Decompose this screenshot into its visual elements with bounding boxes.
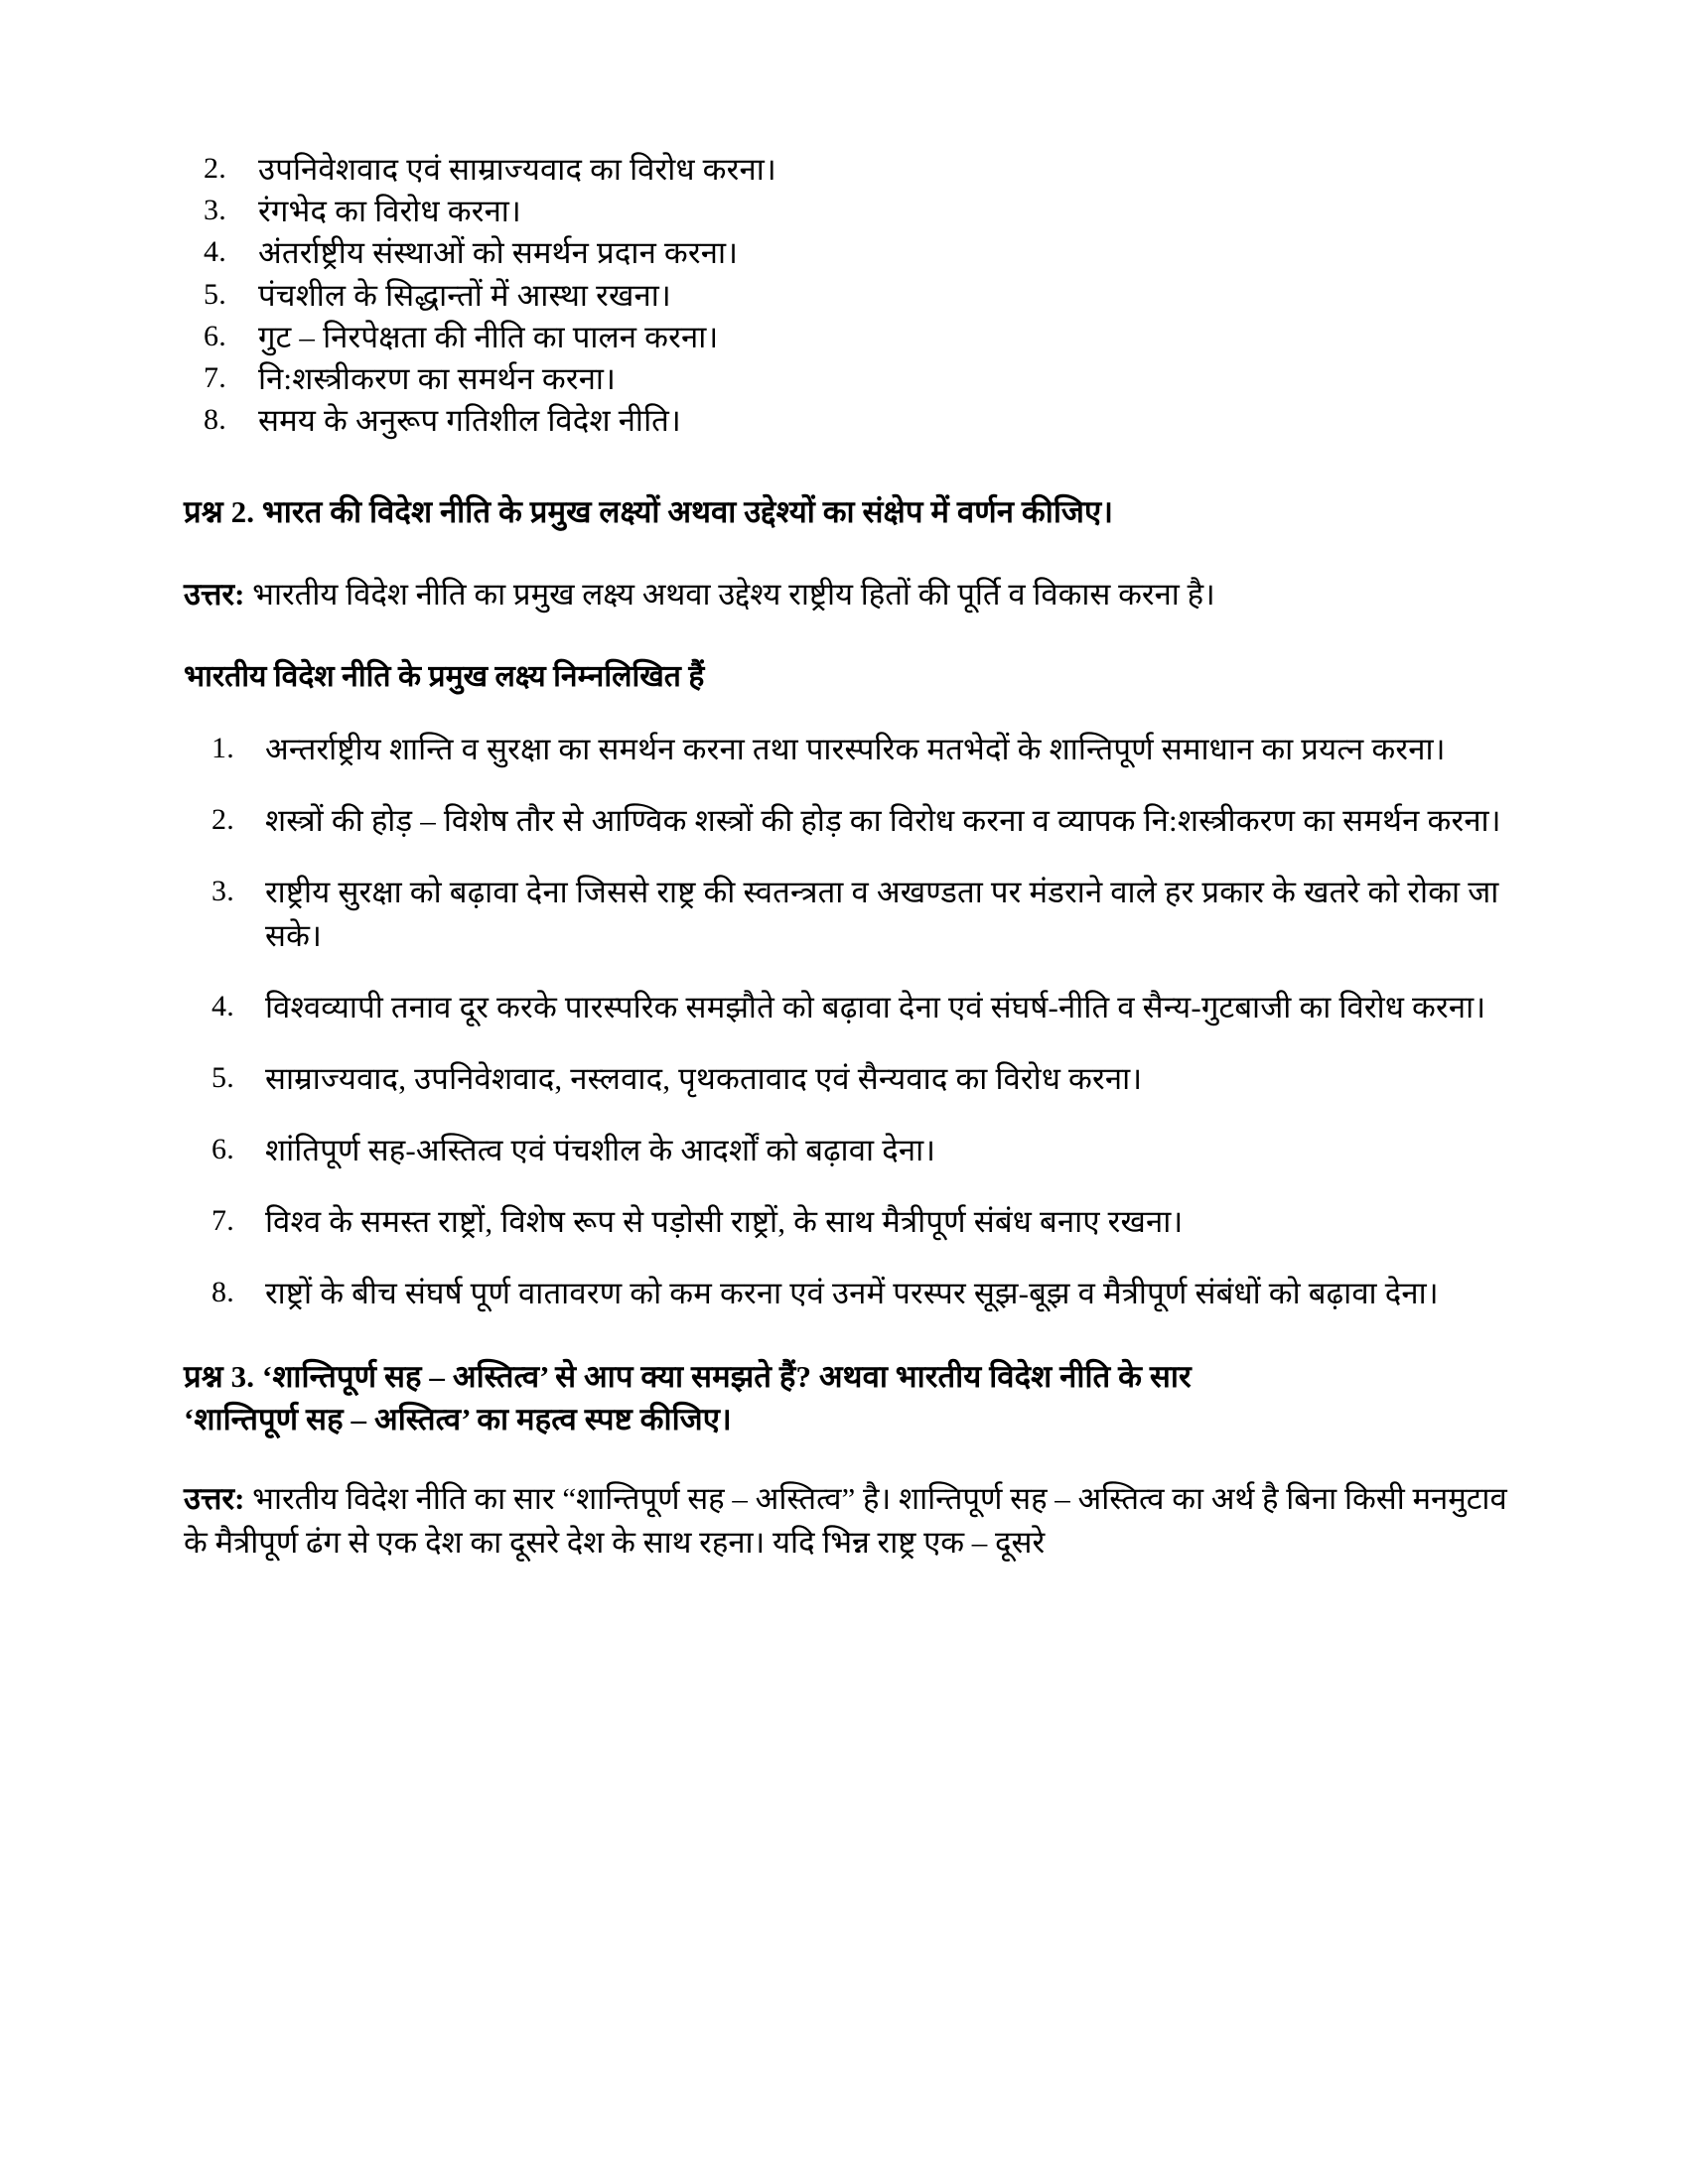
answer-label: उत्तर:	[184, 1480, 245, 1516]
list-marker: 4.	[211, 990, 234, 1023]
list-marker: 6.	[204, 319, 226, 352]
list-item	[184, 149, 1519, 190]
list-item	[184, 728, 1519, 771]
list-item	[184, 232, 1519, 273]
list-item-text: उपनिवेशवाद एवं साम्राज्यवाद का विरोध करना।	[258, 152, 776, 187]
list-marker: 6.	[211, 1133, 234, 1166]
list-marker: 5.	[211, 1061, 234, 1095]
question-2-subheading: भारतीय विदेश नीति के प्रमुख लक्ष्य निम्नलिखित हैं	[184, 659, 705, 693]
question-3-answer	[184, 1477, 1519, 1565]
answer-text: भारतीय विदेश नीति का सार “शान्तिपूर्ण सह – अस्तित्व” है। शान्तिपूर्ण सह – अस्तित्व का अर्थ है बिना किसी मनमुटाव के मैत्रीपूर्ण ढंग से एक देश का दूसरे देश के साथ रहना। यदि भिन्न राष्ट्र एक – दूसरे	[184, 1480, 1507, 1560]
page-content	[184, 149, 1519, 1565]
list-item	[184, 871, 1519, 958]
list-item-text: नि:शस्त्रीकरण का समर्थन करना।	[258, 361, 617, 397]
list-item	[184, 1200, 1519, 1244]
spacer	[184, 1441, 1519, 1477]
spacer	[184, 443, 1519, 490]
question-3-heading-line-1: प्रश्न 3. ‘शान्तिपूर्ण सह – अस्तित्व’ से आप क्या समझते हैं? अथवा भारतीय विदेश नीति के सार	[184, 1359, 1192, 1395]
intro-numbered-list	[184, 149, 1519, 442]
list-item-text: साम्राज्यवाद, उपनिवेशवाद, नस्लवाद, पृथकतावाद एवं सैन्यवाद का विरोध करना।	[265, 1061, 1143, 1097]
list-item	[184, 358, 1519, 399]
list-marker: 2.	[211, 802, 234, 836]
list-item	[184, 275, 1519, 316]
list-item-text: गुट – निरपेक्षता की नीति का पालन करना।	[258, 319, 719, 354]
list-marker: 8.	[204, 403, 226, 437]
list-item	[184, 191, 1519, 231]
list-marker: 7.	[204, 361, 226, 395]
question-3-heading-line-2: ‘शान्तिपूर्ण सह – अस्तित्व’ का महत्व स्पष्ट कीजिए।	[184, 1402, 732, 1437]
list-marker: 1.	[211, 731, 234, 764]
list-item-text: पंचशील के सिद्धान्तों में आस्था रखना।	[258, 277, 671, 313]
list-item-text: शस्त्रों की होड़ – विशेष तौर से आण्विक शस्त्रों की होड़ का विरोध करना व व्यापक नि:शस्त्रीकरण का समर्थन करना।	[265, 802, 1501, 838]
list-item-text: राष्ट्रों के बीच संघर्ष पूर्ण वातावरण को कम करना एवं उनमें परस्पर सूझ-बूझ व मैत्रीपूर्ण संबंधों को बढ़ावा देना।	[265, 1276, 1439, 1311]
answer-text: भारतीय विदेश नीति का प्रमुख लक्ष्य अथवा उद्देश्य राष्ट्रीय हितों की पूर्ति व विकास करना है।	[244, 576, 1215, 612]
list-item	[184, 1057, 1519, 1101]
spacer	[184, 1315, 1519, 1355]
list-item	[184, 799, 1519, 843]
list-item-text: अंतर्राष्ट्रीय संस्थाओं को समर्थन प्रदान करना।	[258, 235, 739, 271]
list-marker: 5.	[204, 277, 226, 311]
list-item-text: विश्वव्यापी तनाव दूर करके पारस्परिक समझौते को बढ़ावा देना एवं संघर्ष-नीति व सैन्य-गुटबाजी का विरोध करना।	[265, 990, 1486, 1024]
list-item-text: अन्तर्राष्ट्रीय शान्ति व सुरक्षा का समर्थन करना तथा पारस्परिक मतभेदों के शान्तिपूर्ण समाधान का प्रयत्न करना।	[265, 731, 1446, 766]
list-item-text: समय के अनुरूप गतिशील विदेश नीति।	[258, 403, 681, 439]
list-item	[184, 400, 1519, 441]
list-marker: 4.	[204, 235, 226, 269]
spacer	[184, 533, 1519, 573]
list-item	[184, 986, 1519, 1029]
list-marker: 2.	[204, 152, 226, 185]
list-item-text: रंगभेद का विरोध करना।	[258, 194, 521, 229]
answer-label: उत्तर:	[184, 576, 245, 612]
spacer	[184, 616, 1519, 656]
list-item-text: राष्ट्रीय सुरक्षा को बढ़ावा देना जिससे राष्ट्र की स्वतन्त्रता व अखण्डता पर मंडराने वाले हर प्रकार के खतरे को रोका जा सके।	[265, 874, 1499, 953]
list-marker: 3.	[204, 194, 226, 227]
list-item	[184, 1129, 1519, 1172]
foreign-policy-goals-list	[184, 728, 1519, 1315]
list-marker: 3.	[211, 874, 234, 907]
question-2-answer	[184, 573, 1519, 616]
list-item-text: शांतिपूर्ण सह-अस्तित्व एवं पंचशील के आदर्शों को बढ़ावा देना।	[265, 1133, 936, 1168]
list-marker: 7.	[211, 1204, 234, 1238]
list-marker: 8.	[211, 1276, 234, 1309]
list-item-text: विश्व के समस्त राष्ट्रों, विशेष रूप से पड़ोसी राष्ट्रों, के साथ मैत्रीपूर्ण संबंध बनाए रखना।	[265, 1204, 1184, 1240]
list-item	[184, 317, 1519, 357]
list-item	[184, 1272, 1519, 1315]
question-2-heading: प्रश्न 2. भारत की विदेश नीति के प्रमुख लक्ष्यों अथवा उद्देश्यों का संक्षेप में वर्णन कीजिए।	[184, 493, 1114, 529]
